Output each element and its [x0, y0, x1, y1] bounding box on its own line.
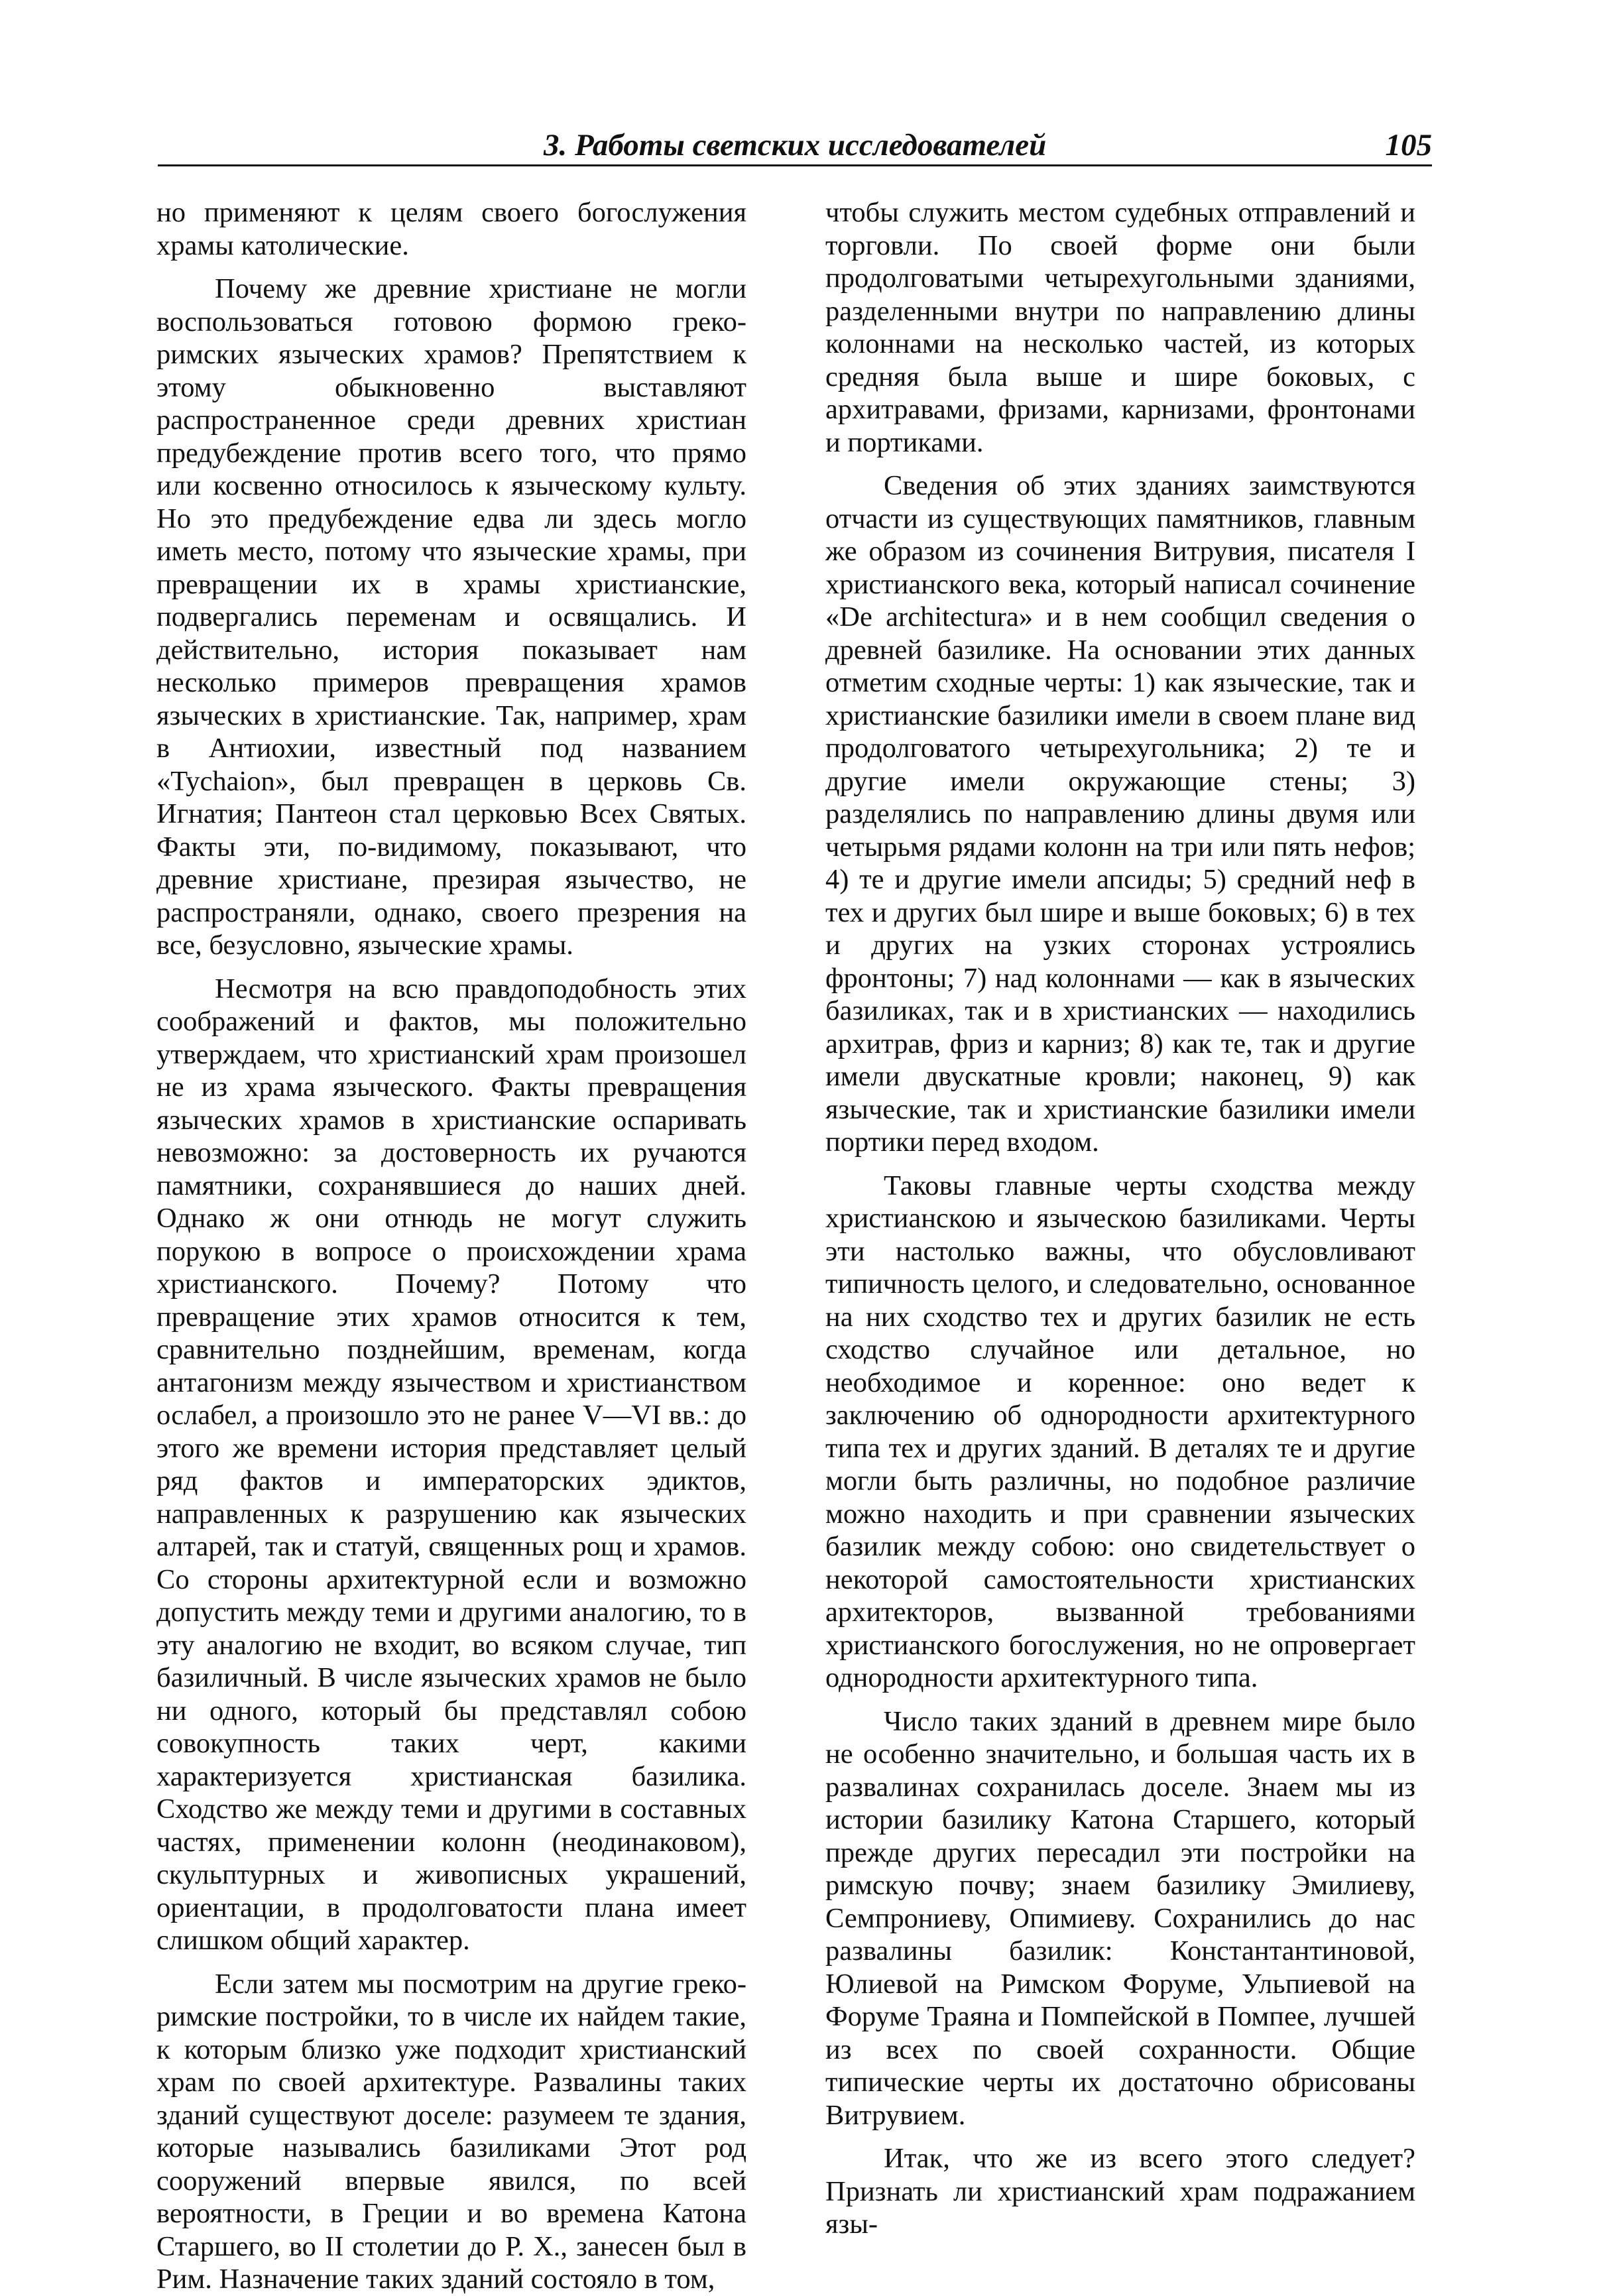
running-title: 3. Работы светских исследователей	[544, 128, 1047, 162]
paragraph: но применяют к целям своего богослужения храмы католические.	[156, 197, 746, 261]
page-number: 105	[1385, 128, 1432, 162]
paragraph: чтобы служить местом судебных отправлений и торговли. По своей форме они были продолговатыми четырехугольными зданиями, разделенными внутри по направлению длины колоннами на несколько частей, из которых средняя была выше и шире боковых, с архитравами, фризами, карнизами, фронтонами и портиками.	[825, 197, 1415, 458]
paragraph: Несмотря на всю правдоподобность этих соображений и фактов, мы положительно утверждаем, что христианский храм произошел не из храма языческого. Факты превращения языческих храмов в христианские оспаривать невозможно: за достоверность их ручаются памятники, сохранявшиеся до наших дней. Однако ж они отнюдь не могут служить порукою в вопросе о происхождении храма христианского. Почему? Потому что превращение этих храмов относится к тем, сравнительно позднейшим, временам, когда антагонизм между язычеством и христианством ослабел, а произошло это не ранее V—VI вв.: до этого же времени история представляет целый ряд фактов и императорских эдиктов, направленных к разрушению как языческих алтарей, так и статуй, священных рощ и храмов. Со стороны архитектурной если и возможно допустить между теми и другими аналогию, то в эту аналогию не входит, во всяком случае, тип базиличный. В числе языческих храмов не было ни одного, который бы представлял собою совокупность таких черт, какими характеризуется христианская базилика. Сходство же между теми и другими в составных частях, применении колонн (неодинаковом), скульптурных и живописных украшений, ориентации, в продолговатости плана имеет слишком общий характер.	[156, 973, 746, 1956]
paragraph: Число таких зданий в древнем мире было не особенно значительно, и большая часть их в развалинах сохранилась доселе. Знаем мы из истории базилику Катона Старшего, который прежде других пересадил эти постройки на римскую почву; знаем базилику Эмилиеву, Семпрониеву, Опимиеву. Сохранились до нас развалины базилик: Константантиновой, Юлиевой на Римском Форуме, Ульпиевой на Форуме Траяна и Помпейской в Помпее, лучшей из всех по своей сохранности. Общие типические черты их достаточно обрисованы Витрувием.	[825, 1705, 1415, 2131]
paragraph: Сведения об этих зданиях заимствуются отчасти из существующих памятников, главным же образом из сочинения Витрувия, писателя I христианского века, который написал сочинение «De architectura» и в нем сообщил сведения о древней базилике. На основании этих данных отметим сходные черты: 1) как языческие, так и христианские базилики имели в своем плане вид продолговатого четырехугольника; 2) те и другие имели окружающие стены; 3) разделялись по направлению длины двумя или четырьмя рядами колонн на три или пять нефов; 4) те и другие имели апсиды; 5) средний неф в тех и других был шире и выше боковых; 6) в тех и других на узких сторонах устроялись фронтоны; 7) над колоннами — как в языческих базиликах, так и в христианских — находились архитрав, фриз и карниз; 8) как те, так и другие имели двускатные кровли; наконец, 9) как языческие, так и христианские базилики имели портики перед входом.	[825, 470, 1415, 1158]
right-column	[825, 196, 1415, 2240]
left-column	[156, 196, 746, 2295]
paragraph: Таковы главные черты сходства между христианскою и языческою базиликами. Черты эти настолько важны, что обусловливают типичность целого, и следовательно, основанное на них сходство тех и других базилик не есть сходство случайное или детальное, но необходимое и коренное: оно ведет к заключению об однородности архитектурного типа тех и других зданий. В деталях те и другие могли быть различны, но подобное различие можно находить и при сравнении языческих базилик между собою: оно свидетельствует о некоторой самостоятельности христианских архитекторов, вызванной требованиями христианского богослужения, но не опровергает однородности архитектурного типа.	[825, 1170, 1415, 1693]
running-header	[158, 126, 1432, 166]
paragraph: Итак, что же из всего этого следует? Признать ли христианский храм подражанием язы-	[825, 2143, 1415, 2240]
paragraph: Если затем мы посмотрим на другие греко-римские постройки, то в числе их найдем такие, к которым близко уже подходит христианский храм по своей архитектуре. Развалины таких зданий существуют доселе: разумеем те здания, которые назывались базиликами Этот род сооружений впервые явился, по всей вероятности, в Греции и во времена Катона Старшего, во II столетии до Р. Х., занесен был в Рим. Назначение таких зданий состояло в том,	[156, 1968, 746, 2295]
paragraph: Почему же древние христиане не могли воспользоваться готовою формою греко-римских языческих храмов? Препятствием к этому обыкновенно выставляют распространенное среди древних христиан предубеждение против всего того, что прямо или косвенно относилось к языческому культу. Но это предубеждение едва ли здесь могло иметь место, потому что языческие храмы, при превращении их в храмы христианские, подвергались переменам и освящались. И действительно, история показывает нам несколько примеров превращения храмов языческих в христианские. Так, например, храм в Антиохии, известный под названием «Tychaion», был превращен в церковь Св. Игнатия; Пантеон стал церковью Всех Святых. Факты эти, по-видимому, показывают, что древние христиане, презирая язычество, не распространяли, однако, своего презрения на все, безусловно, языческие храмы.	[156, 273, 746, 961]
